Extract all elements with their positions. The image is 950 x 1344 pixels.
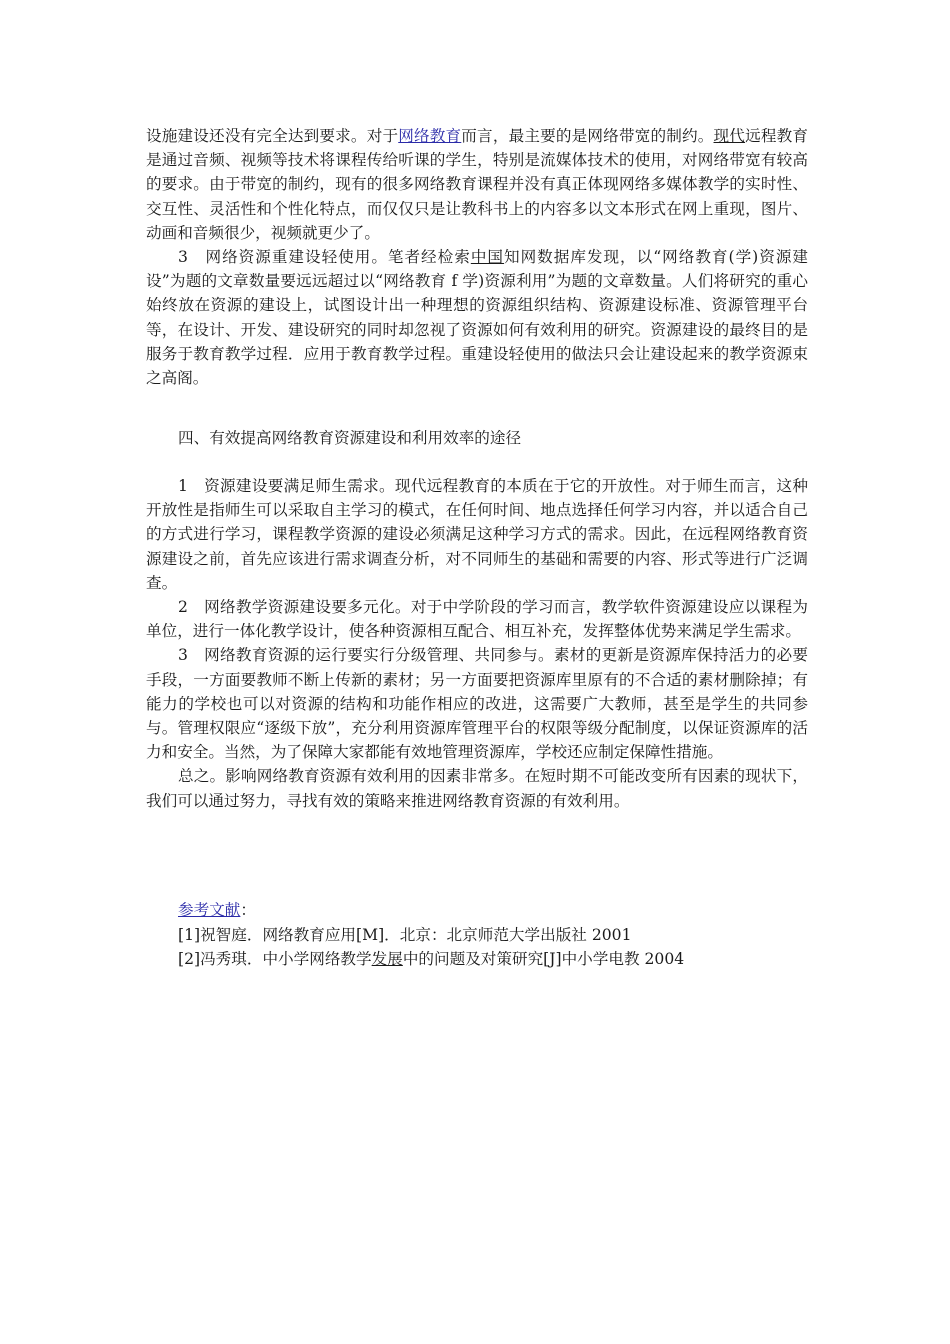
paragraph-conclusion: 总之。影响网络教育资源有效利用的因素非常多。在短时期不可能改变所有因素的现状下，我们可以通过努力，寻找有效的策略来推进网络教育资源的有效利用。 <box>146 767 808 810</box>
paragraph-bandwidth <box>146 124 808 245</box>
underlined-term-china[interactable]: 中国 <box>470 248 504 267</box>
paragraph-text: 而言，最主要的是网络带宽的制约。 <box>461 127 714 145</box>
reference-item-2 <box>178 947 798 972</box>
paragraph-text: 远程教育是通过音频、视频等技术将课程传给听课的学生，特别是流媒体技术的使用，对网络带宽有较高的要求。由于带宽的制约，现有的很多网络教育课程并没有真正体现网络多媒体教学的实时性、交互性、灵活性和个性化特点，而仅仅只是让教科书上的内容多以文本形式在网上重现，图片、动画和音频很少，视频就更少了。 <box>146 127 808 242</box>
section-heading: 四、有效提高网络教育资源建设和利用效率的途径 <box>178 429 522 447</box>
references-colon: ： <box>240 901 256 919</box>
reference-item-1: [1]祝智庭．网络教育应用[M]．北京：北京师范大学出版社 2001 <box>178 925 632 944</box>
paragraph-point-3-construction <box>146 245 808 390</box>
reference-text: [2]冯秀琪．中小学网络教学 <box>178 950 372 968</box>
paragraph-text: 知网数据库发现，以“网络教育(学)资源建设”为题的文章数量要远远超过以“网络教育 f 学)资源利用”为题的文章数量。人们将研究的重心始终放在资源的建设上，试图设计出一种理想的资源组织结构、资源建设标准、资源管理平台等，在设计、开发、建设研究的同时却忽视了资源如何有效利用的研究。资源建设的最终目的是服务于教育教学过程．应用于教育教学过程。重建设轻使用的做法只会让建设起来的教学资源束之高阁。 <box>146 248 808 388</box>
references-link[interactable]: 参考文献 <box>178 901 241 919</box>
paragraph-text: 3 网络资源重建设轻使用。笔者经检索 <box>178 248 471 267</box>
underlined-term-modern[interactable]: 现代 <box>713 127 746 145</box>
body-text-lower <box>146 474 808 813</box>
paragraph-text: 设施建设还没有完全达到要求。对于 <box>146 127 399 145</box>
link-network-education[interactable]: 网络教育 <box>398 127 462 145</box>
paragraph-point-3: 3 网络教育资源的运行要实行分级管理、共同参与。素材的更新是资源库保持活力的必要手段，一方面要教师不断上传新的素材；另一方面要把资源库里原有的不合适的素材删除掉；有能力的学校也可以对资源的结构和功能作相应的改进，这需要广大教师，甚至是学生的共同参与。管理权限应“逐级下放”，充分利用资源库管理平台的权限等级分配制度，以保证资源库的活力和安全。当然，为了保障大家都能有效地管理资源库，学校还应制定保障性措施。 <box>146 646 808 762</box>
paragraph-point-2: 2 网络教学资源建设要多元化。对于中学阶段的学习而言，教学软件资源建设应以课程为单位，进行一体化教学设计，使各种资源相互配合、相互补充，发挥整体优势来满足学生需求。 <box>146 598 808 641</box>
references <box>178 898 798 972</box>
references-title <box>178 898 798 923</box>
underlined-term-development[interactable]: 发展 <box>371 950 403 968</box>
reference-text: 中的问题及对策研究[J]中小学电教 2004 <box>402 950 685 968</box>
paragraph-point-1: 1 资源建设要满足师生需求。现代远程教育的本质在于它的开放性。对于师生而言，这种开放性是指师生可以采取自主学习的模式，在任何时间、地点选择任何学习内容，并以适合自己的方式进行学习，课程教学资源的建设必须满足这种学习方式的需求。因此，在远程网络教育资源建设之前，首先应该进行需求调查分析，对不同师生的基础和需要的内容、形式等进行广泛调查。 <box>146 477 808 592</box>
body-text-upper <box>146 124 808 390</box>
